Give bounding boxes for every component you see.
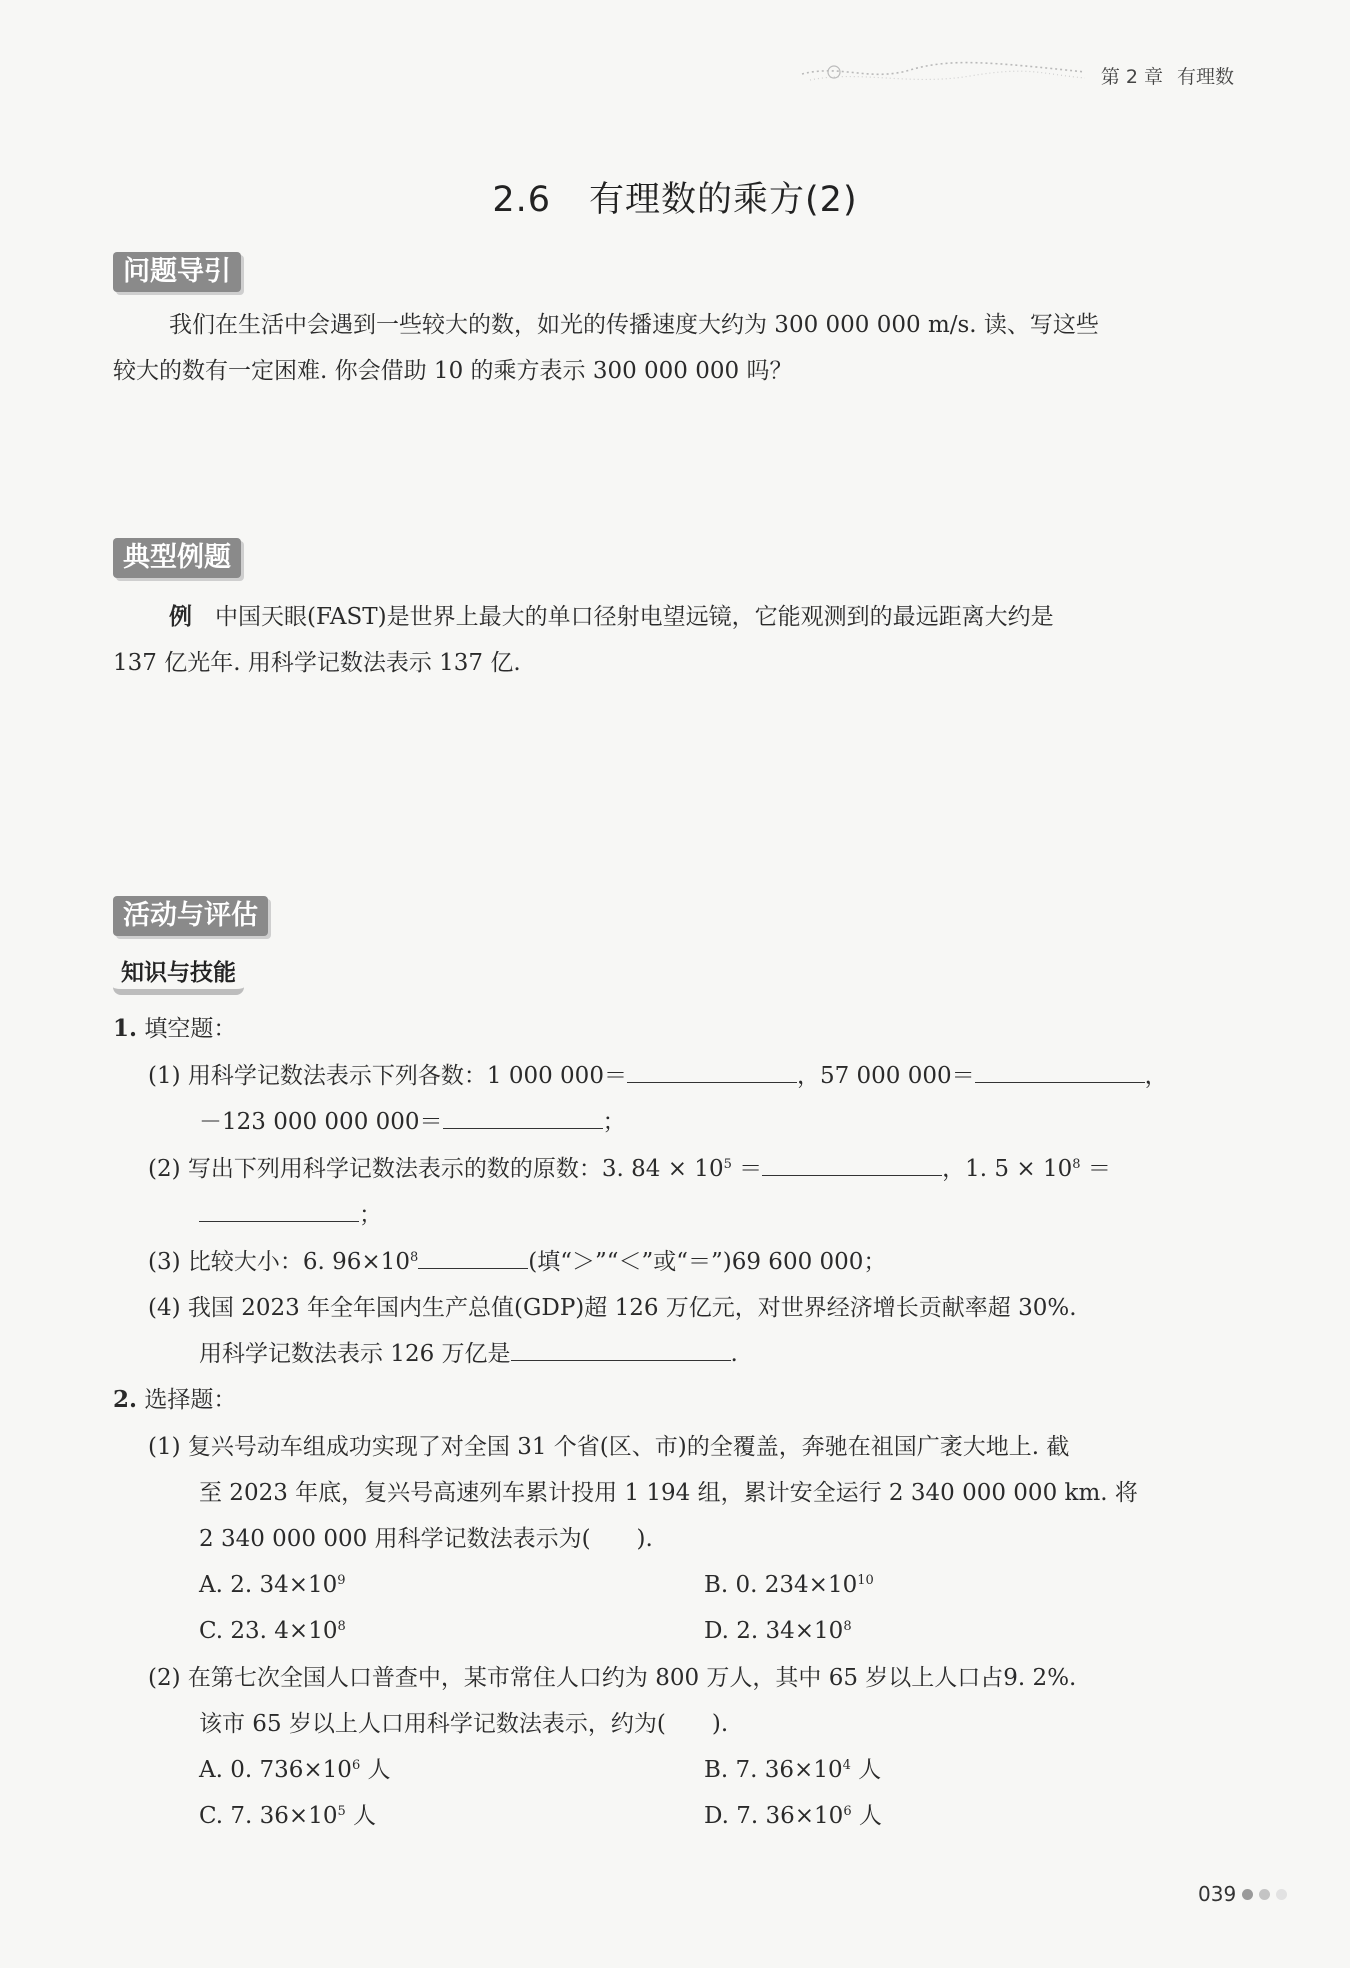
answer-blank[interactable]: [975, 1054, 1145, 1083]
exponent: 8: [843, 1619, 852, 1634]
section-title-text: 有理数的乘方(2): [589, 180, 858, 220]
q2-part-2-line-2: 该市 65 岁以上人口用科学记数法表示，约为( ).: [199, 1711, 729, 1737]
intro-line-2: 较大的数有一定困难. 你会借助 10 的乘方表示 300 000 000 吗？: [113, 358, 793, 384]
exponent: 5: [337, 1804, 346, 1819]
option-text: C. 7. 36×10: [199, 1803, 338, 1829]
q1-part-4-line-1: [148, 1285, 1077, 1331]
q1-part-2-semicolon: ；: [359, 1202, 382, 1228]
answer-blank[interactable]: [511, 1332, 731, 1361]
option-b[interactable]: [704, 1747, 881, 1793]
answer-blank[interactable]: [762, 1147, 942, 1176]
subsection-tag-skills: 知识与技能: [113, 952, 244, 995]
intro-line-1: 我们在生活中会遇到一些较大的数，如光的传播速度大约为 300 000 000 m/s. 读、写这些: [169, 312, 1099, 338]
q1-part-2-text-c: ，1. 5 × 10: [942, 1156, 1073, 1182]
intro-paragraph: [113, 302, 1233, 394]
option-c[interactable]: [199, 1793, 376, 1839]
q2-part-1-line-2: 至 2023 年底，复兴号高速列车累计投用 1 194 组，累计安全运行 2 340 000 000 km. 将: [199, 1480, 1138, 1506]
example-line-1: 中国天眼(FAST)是世界上最大的单口径射电望远镜，它能观测到的最远距离大约是: [215, 604, 1054, 630]
running-header: [1101, 62, 1234, 89]
q1-part-1-line-2: [199, 1099, 626, 1145]
exponent: 9: [337, 1573, 346, 1588]
q1-part-1-comma: ，: [1144, 1063, 1168, 1089]
q1-part-2-eq: ＝: [731, 1156, 763, 1182]
section-title: [0, 172, 1350, 222]
section-tag-intro: 问题导引: [113, 252, 241, 292]
option-text: D. 7. 36×10: [704, 1803, 844, 1829]
answer-blank[interactable]: [627, 1054, 797, 1083]
question-2-heading: [113, 1377, 236, 1423]
option-c[interactable]: [199, 1608, 346, 1654]
q1-part-2-line-1: [148, 1146, 1111, 1192]
exponent: 10: [857, 1573, 874, 1588]
dot-icon: [1259, 1889, 1270, 1900]
page-number: 039: [1198, 1882, 1237, 1906]
option-text: A. 2. 34×10: [199, 1572, 338, 1598]
answer-blank[interactable]: [418, 1240, 528, 1269]
question-1-heading: [113, 1006, 236, 1052]
option-text: B. 0. 234×10: [704, 1572, 858, 1598]
chapter-title: 有理数: [1176, 66, 1234, 88]
q2-part-2-line-1: (2) 在第七次全国人口普查中，某市常住人口约为 800 万人，其中 65 岁以上人口占9. 2%.: [148, 1665, 1077, 1691]
page-footer: [1198, 1882, 1287, 1906]
q1-part-2-line-2: [199, 1192, 382, 1238]
q2-part-1-line-1: (1) 复兴号动车组成功实现了对全国 31 个省(区、市)的全覆盖，奔驰在祖国广袤大地上. 截: [148, 1434, 1070, 1460]
q1-part-4-text: (4) 我国 2023 年全年国内生产总值(GDP)超 126 万亿元，对世界经济增长贡献率超 30%.: [148, 1295, 1077, 1321]
question-1-number: 1.: [113, 1015, 138, 1042]
header-wave-decoration: [800, 52, 1090, 92]
q1-part-3-text: (3) 比较大小：6. 96×10: [148, 1249, 410, 1275]
example-label: 例: [169, 603, 192, 630]
dot-icon: [1276, 1889, 1287, 1900]
option-text: D. 2. 34×10: [704, 1618, 844, 1644]
exponent: 5: [723, 1157, 732, 1172]
dot-icon: [1242, 1889, 1253, 1900]
answer-blank[interactable]: [199, 1193, 359, 1222]
answer-blank[interactable]: [443, 1100, 603, 1129]
section-number: 2.6: [492, 180, 552, 220]
question-1-title: 填空题：: [144, 1016, 237, 1042]
chapter-number: 第 2 章: [1100, 66, 1163, 88]
option-text: A. 0. 736×10: [199, 1757, 352, 1783]
q1-part-2-eq-2: ＝: [1080, 1156, 1111, 1182]
section-tag-activity: 活动与评估: [113, 896, 268, 936]
exponent: 4: [842, 1758, 851, 1773]
exponent: 8: [1072, 1157, 1081, 1172]
q1-part-3-text-b: (填“＞”“＜”或“＝”)69 600 000；: [528, 1249, 887, 1275]
q1-part-1-semicolon: ；: [602, 1109, 626, 1135]
option-text: C. 23. 4×10: [199, 1618, 338, 1644]
q1-part-3: [148, 1239, 886, 1285]
q1-part-1-line-1: [148, 1053, 1168, 1099]
q2-part-1-line-3: 2 340 000 000 用科学记数法表示为( ).: [199, 1526, 653, 1552]
q1-part-4-line-2: [199, 1331, 738, 1377]
option-a[interactable]: [199, 1747, 391, 1793]
example-line-2: 137 亿光年. 用科学记数法表示 137 亿.: [113, 650, 521, 676]
exponent: 8: [409, 1250, 419, 1265]
option-d[interactable]: [704, 1608, 852, 1654]
section-tag-example: 典型例题: [113, 538, 241, 578]
q1-part-1-text-d: －123 000 000 000＝: [199, 1109, 443, 1135]
q1-part-4-text-b: 用科学记数法表示 126 万亿是: [199, 1341, 511, 1367]
option-b[interactable]: [704, 1562, 874, 1608]
q1-part-4-period: .: [730, 1341, 738, 1367]
question-2-number: 2.: [113, 1386, 138, 1413]
q1-part-1-text: (1) 用科学记数法表示下列各数：1 000 000＝: [148, 1063, 627, 1089]
exponent: 8: [337, 1619, 346, 1634]
q1-part-2-text: (2) 写出下列用科学记数法表示的数的原数：3. 84 × 10: [148, 1156, 724, 1182]
exponent: 6: [351, 1758, 361, 1773]
unit: 人: [850, 1757, 882, 1783]
option-d[interactable]: [704, 1793, 882, 1839]
unit: 人: [345, 1803, 377, 1829]
unit: 人: [360, 1757, 391, 1783]
exponent: 6: [843, 1804, 852, 1819]
q1-part-1-text-b: ，57 000 000＝: [796, 1063, 975, 1089]
unit: 人: [851, 1803, 882, 1829]
question-2-title: 选择题：: [144, 1387, 237, 1413]
example-paragraph: [113, 594, 1233, 686]
option-a[interactable]: [199, 1562, 346, 1608]
option-text: B. 7. 36×10: [704, 1757, 843, 1783]
